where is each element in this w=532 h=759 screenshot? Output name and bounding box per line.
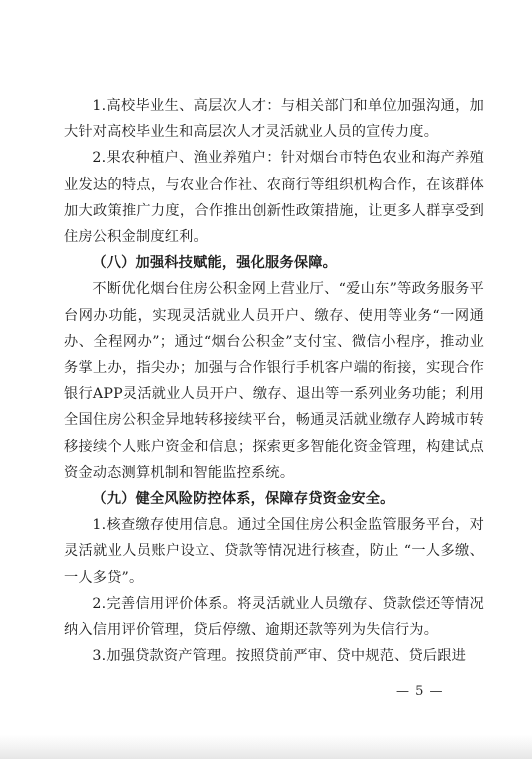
section-heading-8: （八）加强科技赋能，强化服务保障。 bbox=[92, 255, 337, 272]
page-number: — 5 — bbox=[396, 684, 444, 699]
paragraph-credit-system: 2.完善信用评价体系。将灵活就业人员缴存、贷款偿还等情况纳入信用评价管理，贷后停缴、逾期还款等列为失信行为。 bbox=[64, 595, 484, 639]
paragraph-graduates: 1.高校毕业生、高层次人才：与相关部门和单位加强沟通，加大针对高校毕业生和高层次人才灵活就业人员的宣传力度。 bbox=[64, 98, 484, 141]
paragraph-farmers-fishers: 2.果农种植户、渔业养殖户：针对烟台市特色农业和海产养殖业发达的特点，与农业合作社、农商行等组织机构合作，在该群体加大政策推广力度，合作推出创新性政策措施，让更多人群享受到住房公积金制度红利。 bbox=[64, 150, 484, 246]
paragraph-verify-info: 1.核查缴存使用信息。通过全国住房公积金监管服务平台，对灵活就业人员账户设立、贷款等情况进行核查，防止 “一人多缴、一人多贷”。 bbox=[64, 517, 484, 586]
page-bottom-edge bbox=[0, 735, 532, 759]
section-heading-9: （九）健全风险防控体系，保障存贷资金安全。 bbox=[92, 491, 395, 508]
paragraph-loan-management: 3.加强贷款资产管理。按照贷前严审、贷中规范、贷后跟进 bbox=[92, 648, 467, 665]
document-body bbox=[64, 93, 484, 669]
paragraph-tech-services: 不断优化烟台住房公积金网上营业厅、“爱山东”等政务服务平台网办功能，实现灵活就业人员开户、缴存、使用等业务“一网通办、全程网办”；通过“烟台公积金”支付宝、微信小程序，推动业务掌上办，指尖办；加强与合作银行手机客户端的衔接，实现合作银行APP灵活就业人员开户、缴存、退出等一系列业务功能；利用全国住房公积金异地转移接续平台，畅通灵活就业缴存人跨城市转移接续个人账户资金和信息；探索更多智能化资金管理，构建试点资金动态测算机制和智能监控系统。 bbox=[64, 281, 484, 481]
